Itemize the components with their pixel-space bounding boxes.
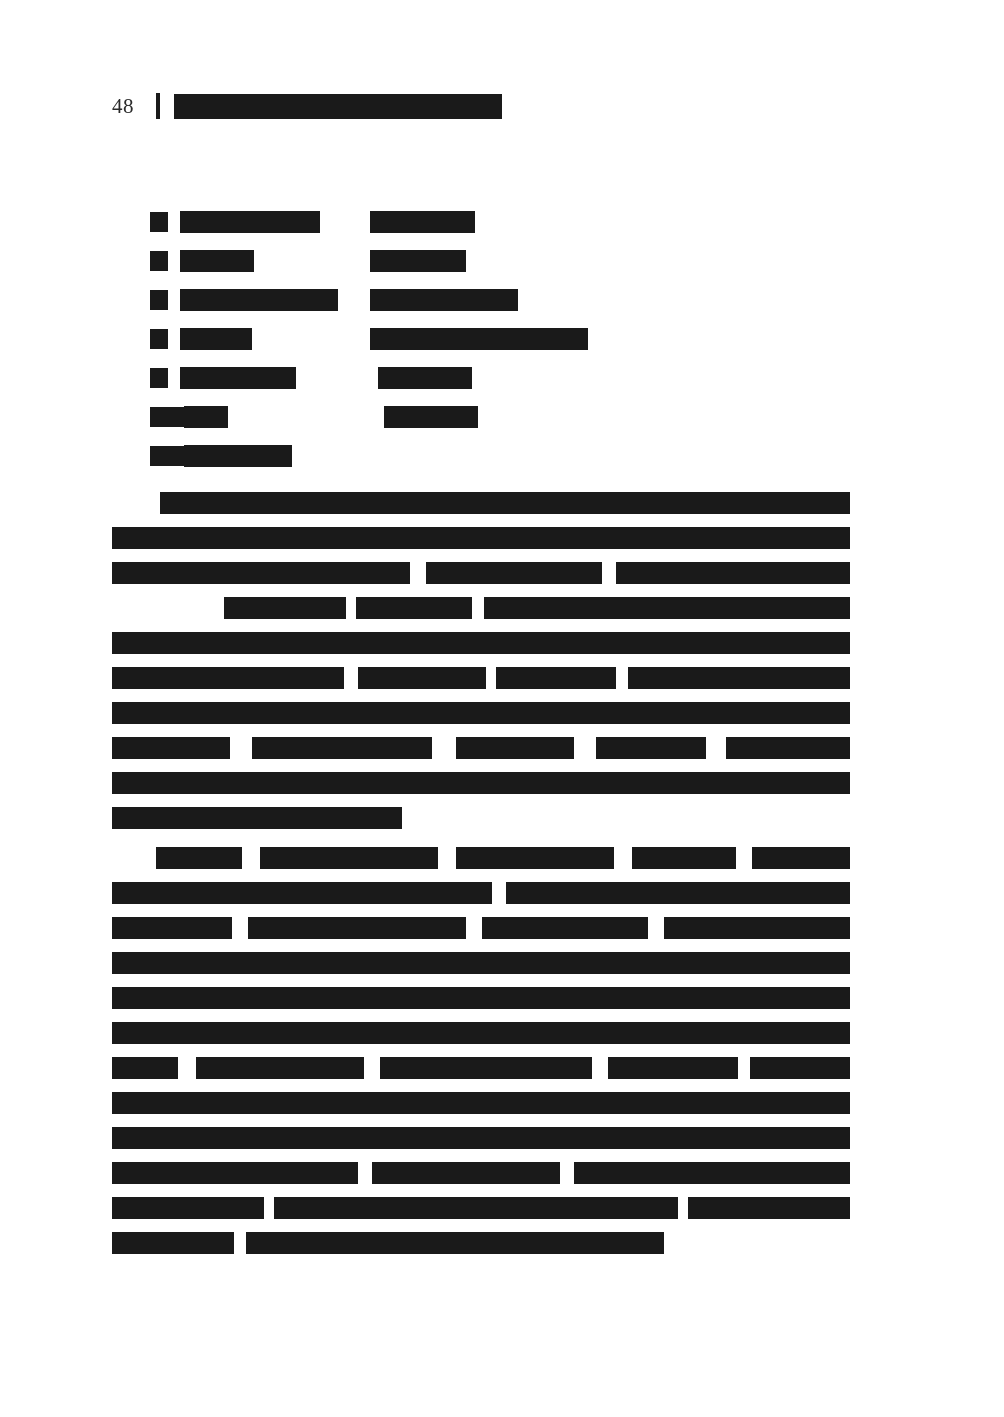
list-item — [150, 442, 850, 481]
text-line — [112, 1162, 850, 1184]
paragraph-2 — [112, 847, 850, 1254]
text-line — [112, 597, 850, 619]
list-item-left — [180, 211, 320, 233]
list-item-left — [180, 289, 338, 311]
list-item-number — [150, 251, 168, 271]
text-line — [160, 492, 850, 514]
list-item-left — [180, 250, 254, 272]
text-line — [112, 847, 850, 869]
list-item-left — [180, 367, 296, 389]
text-line — [112, 527, 850, 549]
list-item-number — [150, 368, 168, 388]
list-item-number — [150, 212, 168, 232]
text-line — [112, 562, 850, 584]
text-line — [112, 987, 850, 1009]
body-text — [112, 492, 850, 1270]
list-item-right — [370, 250, 466, 272]
paragraph-1 — [112, 492, 850, 829]
text-line — [112, 1092, 850, 1114]
page-number: 48 — [112, 93, 134, 118]
text-line — [112, 1127, 850, 1149]
text-line — [112, 1232, 850, 1254]
list-item-left — [180, 328, 252, 350]
running-head — [174, 94, 502, 119]
list-item-number — [150, 329, 168, 349]
list-item — [150, 403, 850, 442]
text-line — [112, 807, 850, 829]
list-item — [150, 208, 850, 247]
list-item — [150, 364, 850, 403]
numbered-list — [150, 208, 850, 481]
text-line — [112, 917, 850, 939]
text-line — [112, 952, 850, 974]
text-line — [112, 882, 850, 904]
text-line — [112, 667, 850, 689]
list-item-left — [184, 406, 228, 428]
text-line — [112, 772, 850, 794]
header-divider — [156, 93, 160, 119]
list-item-right — [370, 211, 475, 233]
list-item-number — [150, 407, 184, 427]
text-line — [112, 1057, 850, 1079]
list-item-right — [370, 289, 518, 311]
text-line — [112, 1197, 850, 1219]
list-item-right — [378, 367, 472, 389]
list-item-number — [150, 290, 168, 310]
page-header — [112, 88, 852, 124]
list-item — [150, 286, 850, 325]
list-item-number — [150, 446, 184, 466]
list-item-right — [384, 406, 478, 428]
list-item — [150, 247, 850, 286]
text-line — [112, 737, 850, 759]
list-item — [150, 325, 850, 364]
list-item-left — [184, 445, 292, 467]
text-line — [112, 702, 850, 724]
list-item-right — [370, 328, 588, 350]
text-line — [112, 632, 850, 654]
text-line — [112, 1022, 850, 1044]
